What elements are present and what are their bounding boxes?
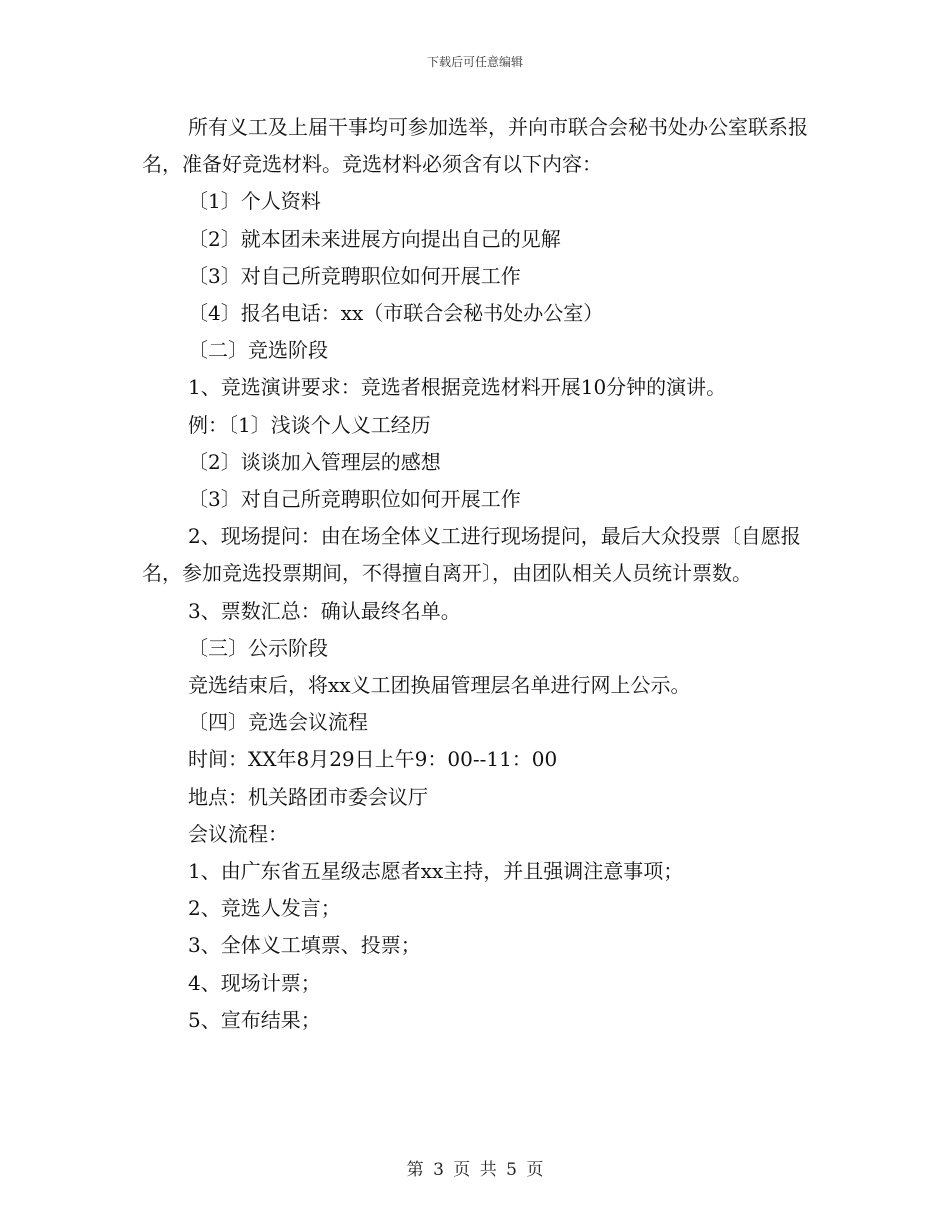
paragraph: 所有义工及上届干事均可参加选举，并向市联合会秘书处办公室联系报名，准备好竞选材料。竞选材料必须含有以下内容： bbox=[142, 115, 808, 177]
paragraph: 2、现场提问：由在场全体义工进行现场提问，最后大众投票〔自愿报名，参加竞选投票期间，不得擅自离开〕，由团队相关人员统计票数。 bbox=[142, 524, 801, 586]
page-footer: 第 3 页 共 5 页 bbox=[406, 1160, 544, 1180]
section-heading: 〔四〕竞选会议流程 bbox=[188, 710, 368, 735]
list-item: 4、现场计票； bbox=[188, 970, 321, 995]
paragraph: 〔3〕对自己所竞聘职位如何开展工作 bbox=[188, 263, 521, 288]
paragraph: 例：〔1〕浅谈个人义工经历 bbox=[188, 412, 431, 437]
paragraph: 〔1〕个人资料 bbox=[188, 189, 321, 214]
list-item: 5、宣布结果； bbox=[188, 1007, 321, 1032]
paragraph: 地点：机关路团市委会议厅 bbox=[188, 784, 428, 809]
paragraph: 时间：XX年8月29日上午9：00--11：00 bbox=[188, 747, 558, 772]
paragraph: 1、竞选演讲要求：竞选者根据竞选材料开展10分钟的演讲。 bbox=[188, 375, 727, 400]
paragraph: 会议流程： bbox=[188, 821, 288, 846]
page-header: 下载后可任意编辑 bbox=[426, 55, 523, 69]
paragraph: 〔2〕谈谈加入管理层的感想 bbox=[188, 449, 441, 474]
list-item: 2、竞选人发言； bbox=[188, 896, 341, 921]
list-item: 3、全体义工填票、投票； bbox=[188, 933, 421, 958]
paragraph: 〔2〕就本团未来进展方向提出自己的见解 bbox=[188, 226, 561, 251]
section-heading: 〔二〕竞选阶段 bbox=[188, 338, 328, 363]
paragraph: 〔3〕对自己所竞聘职位如何开展工作 bbox=[188, 487, 521, 512]
section-heading: 〔三〕公示阶段 bbox=[188, 635, 328, 660]
paragraph: 竞选结束后，将xx义工团换届管理层名单进行网上公示。 bbox=[188, 673, 691, 698]
paragraph: 3、票数汇总：确认最终名单。 bbox=[188, 598, 461, 623]
document-body bbox=[142, 109, 822, 1039]
paragraph: 〔4〕报名电话：xx（市联合会秘书处办公室） bbox=[188, 301, 604, 326]
list-item: 1、由广东省五星级志愿者xx主持，并且强调注意事项； bbox=[188, 859, 684, 884]
